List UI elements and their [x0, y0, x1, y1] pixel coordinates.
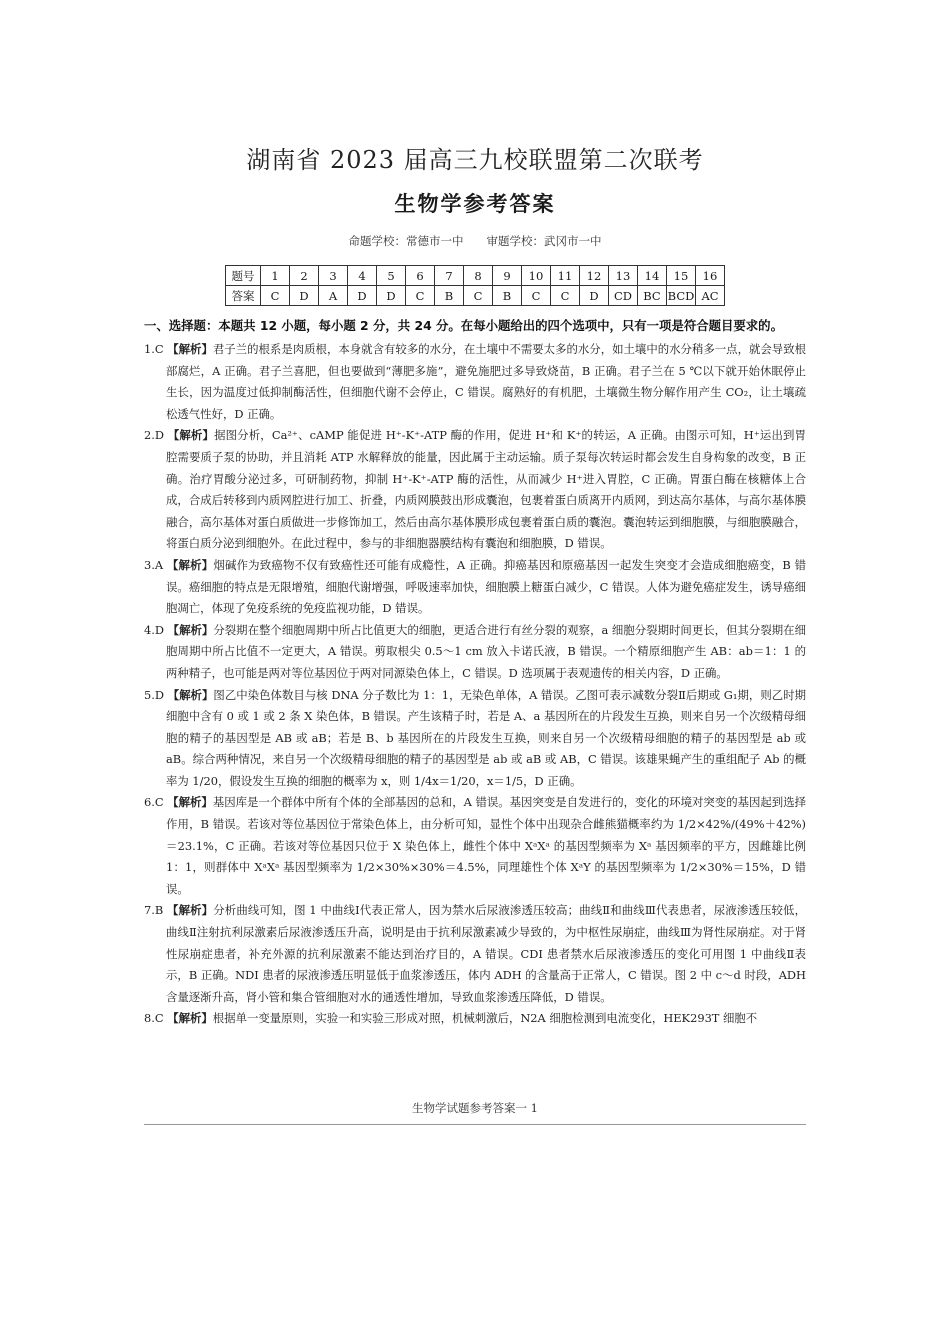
question-answer: 5.D [144, 687, 165, 702]
answer-cell: B [435, 286, 464, 306]
question-answer: 3.A [144, 557, 164, 572]
question-answer: 8.C [144, 1011, 164, 1026]
answer-cell: D [580, 286, 609, 306]
analysis-tag: 【解析】 [167, 342, 213, 356]
answer-cell: AC [696, 286, 725, 306]
explanation-item [144, 685, 806, 793]
question-number: 4 [348, 266, 377, 286]
analysis-tag: 【解析】 [167, 795, 213, 810]
explanation-item [144, 425, 806, 555]
answer-cell: BCD [667, 286, 696, 306]
section-heading: 一、选择题：本题共 12 小题，每小题 2 分，共 24 分。在每小题给出的四个选项中，只有一项是符合题目要求的。 [144, 318, 783, 333]
answer-table [225, 265, 725, 306]
schools-line: 命题学校：常德市一中 审题学校：武冈市一中 [348, 234, 602, 248]
question-number: 15 [667, 266, 696, 286]
question-answer: 2.D [144, 428, 165, 443]
question-answer: 7.B [144, 903, 164, 918]
question-number: 6 [406, 266, 435, 286]
analysis-tag: 【解析】 [167, 1011, 213, 1026]
analysis-tag: 【解析】 [167, 903, 214, 918]
question-number: 3 [319, 266, 348, 286]
question-answer: 1.C [144, 342, 164, 356]
question-number: 13 [609, 266, 638, 286]
row-label-number: 题号 [226, 266, 261, 286]
analysis-tag: 【解析】 [166, 557, 214, 572]
question-number-row [226, 266, 725, 286]
answer-cell: CD [609, 286, 638, 306]
question-number: 2 [290, 266, 319, 286]
explanations [144, 339, 806, 1030]
explanation-item [144, 792, 806, 900]
question-answer: 4.D [144, 622, 165, 637]
explanation-text: 据图分析，Ca²⁺、cAMP 能促进 H⁺-K⁺-ATP 酶的作用，促进 H⁺和 K⁺的转运，A 正确。由图示可知，H⁺运出到胃腔需要质子泵的协助，并且消耗 ATP 水解释放的能量，因此属于主动运输。质子泵每次转运时都会发生自身构象的改变，B 正确。治疗胃酸分泌过多，可研制药物，抑制 H⁺-K⁺-ATP 酶的活性，从而减少 H⁺进入胃腔，C 正确。胃蛋白酶在核糖体上合成，合成后转移到内质网腔进行加工、折叠，内质网膜鼓出形成囊泡，包裹着蛋白质离开内质网，到达高尔基体，与高尔基体膜融合，高尔基体对蛋白质做进一步修饰加工，然后由高尔基体膜形成包裹着蛋白质的囊泡。囊泡转运到细胞膜，与细胞膜融合，将蛋白质分泌到细胞外。在此过程中，参与的非细胞器膜结构有囊泡和细胞膜，D 错误。 [166, 428, 806, 551]
question-number: 5 [377, 266, 406, 286]
explanation-text: 图乙中染色体数目与核 DNA 分子数比为 1：1，无染色单体，A 错误。乙图可表示减数分裂Ⅱ后期或 G₁期，则乙时期细胞中含有 0 或 1 或 2 条 X 染色体，B 错误。产生该精子时，若是 A、a 基因所在的片段发生互换，则来自另一个次级精母细胞的精子的基因型是 AB 或 aB；若是 B、b 基因所在的片段发生互换，则来自另一个次级精母细胞的精子的基因型是 ab 或 aB。综合两种情况，来自另一个次级精母细胞的精子的基因型是 ab 或 aB 或 AB，C 错误。该雄果蝇产生的重组配子 Ab 的概率为 1/20，假设发生互换的细胞的概率为 x，则 1/4x＝1/20，x＝1/5，D 正确。 [166, 687, 807, 788]
explanation-text: 烟碱作为致癌物不仅有致癌性还可能有成瘾性，A 正确。抑癌基因和原癌基因一起发生突变才会造成细胞癌变，B 错误。癌细胞的特点是无限增殖，细胞代谢增强，呼吸速率加快，细胞膜上糖蛋白减少，C 错误。人体为避免癌症发生，诱导癌细胞凋亡，体现了免疫系统的免疫监视功能，D 错误。 [166, 557, 806, 616]
question-number: 14 [638, 266, 667, 286]
document-subtitle: 生物学参考答案 [394, 192, 556, 216]
question-number: 10 [522, 266, 551, 286]
question-number: 11 [551, 266, 580, 286]
answer-cell: C [522, 286, 551, 306]
answer-cell: D [348, 286, 377, 306]
answer-cell: C [464, 286, 493, 306]
answer-row [226, 286, 725, 306]
analysis-tag: 【解析】 [167, 428, 215, 443]
explanation-text: 根据单一变量原则，实验一和实验三形成对照，机械刺激后，N2A 细胞检测到电流变化，HEK293T 细胞不 [212, 1011, 758, 1026]
question-number: 9 [493, 266, 522, 286]
answer-cell: D [290, 286, 319, 306]
answer-cell: C [406, 286, 435, 306]
question-number: 16 [696, 266, 725, 286]
question-number: 1 [261, 266, 290, 286]
row-label-answer: 答案 [226, 286, 261, 306]
explanation-item [144, 555, 806, 620]
exam-title: 湖南省 2023 届高三九校联盟第二次联考 [246, 146, 704, 174]
analysis-tag: 【解析】 [167, 622, 214, 637]
explanation-item [144, 1008, 806, 1030]
explanation-item [144, 339, 806, 425]
explanation-text: 分裂期在整个细胞周期中所占比值更大的细胞，更适合进行有丝分裂的观察，a 细胞分裂期时间更长，但其分裂期在细胞周期中所占比值不一定更大，A 错误。剪取根尖 0.5～1 cm 放入卡诺氏液，B 错误。一个精原细胞产生 AB：ab＝1：1 的两种精子，也可能是两对等位基因位于两对同源染色体上，C 错误。D 选项属于表观遗传的相关内容，D 正确。 [166, 622, 806, 680]
page-footer: 生物学试题参考答案一 1 [412, 1101, 538, 1115]
question-answer: 6.C [144, 795, 164, 810]
question-number: 8 [464, 266, 493, 286]
answer-cell: A [319, 286, 348, 306]
answer-cell: C [551, 286, 580, 306]
answer-cell: BC [638, 286, 667, 306]
question-number: 12 [580, 266, 609, 286]
explanation-text: 君子兰的根系是肉质根，本身就含有较多的水分，在土壤中不需要太多的水分，如土壤中的水分稍多一点，就会导致根部腐烂，A 正确。君子兰喜肥，但也要做到“薄肥多施”，避免施肥过多导致烧苗，B 正确。君子兰在 5 ℃以下就开始休眠停止生长，因为温度过低抑制酶活性，但细胞代谢不会停止，C 错误。腐熟好的有机肥，土壤微生物分解作用产生 CO₂，让土壤疏松透气性好，D 正确。 [166, 342, 806, 421]
answer-cell: D [377, 286, 406, 306]
explanation-item [144, 900, 806, 1008]
explanation-text: 基因库是一个群体中所有个体的全部基因的总和，A 错误。基因突变是自发进行的，变化的环境对突变的基因起到选择作用，B 错误。若该对等位基因位于常染色体上，由分析可知，显性个体中出现杂合雌熊猫概率约为 1/2×42%/(49%＋42%)＝23.1%，C 正确。若该对等位基因只位于 X 染色体上，雌性个体中 XᵃXᵃ 的基因型频率为 Xᵃ 基因频率的平方，因雌雄比例 1：1，则群体中 XᵃXᵃ 基因型频率为 1/2×30%×30%＝4.5%，同理雄性个体 XᵃY 的基因型频率为 1/2×30%＝15%，D 错误。 [166, 795, 806, 896]
answer-cell: B [493, 286, 522, 306]
answer-cell: C [261, 286, 290, 306]
explanation-item [144, 620, 806, 685]
analysis-tag: 【解析】 [167, 687, 214, 702]
explanation-text: 分析曲线可知，图 1 中曲线Ⅰ代表正常人，因为禁水后尿液渗透压较高；曲线Ⅱ和曲线Ⅲ代表患者，尿液渗透压较低，曲线Ⅱ注射抗利尿激素后尿液渗透压升高，说明是由于抗利尿激素减少导致的，为中枢性尿崩症，曲线Ⅲ为肾性尿崩症。对于肾性尿崩症患者，补充外源的抗利尿激素不能达到治疗目的，A 错误。CDI 患者禁水后尿液渗透压的变化可用图 1 中曲线Ⅱ表示，B 正确。NDI 患者的尿液渗透压明显低于血浆渗透压，体内 ADH 的含量高于正常人，C 错误。图 2 中 c～d 时段，ADH 含量逐渐升高，肾小管和集合管细胞对水的通透性增加，导致血浆渗透压降低，D 错误。 [166, 903, 806, 1004]
question-number: 7 [435, 266, 464, 286]
footer-divider [144, 1124, 806, 1125]
